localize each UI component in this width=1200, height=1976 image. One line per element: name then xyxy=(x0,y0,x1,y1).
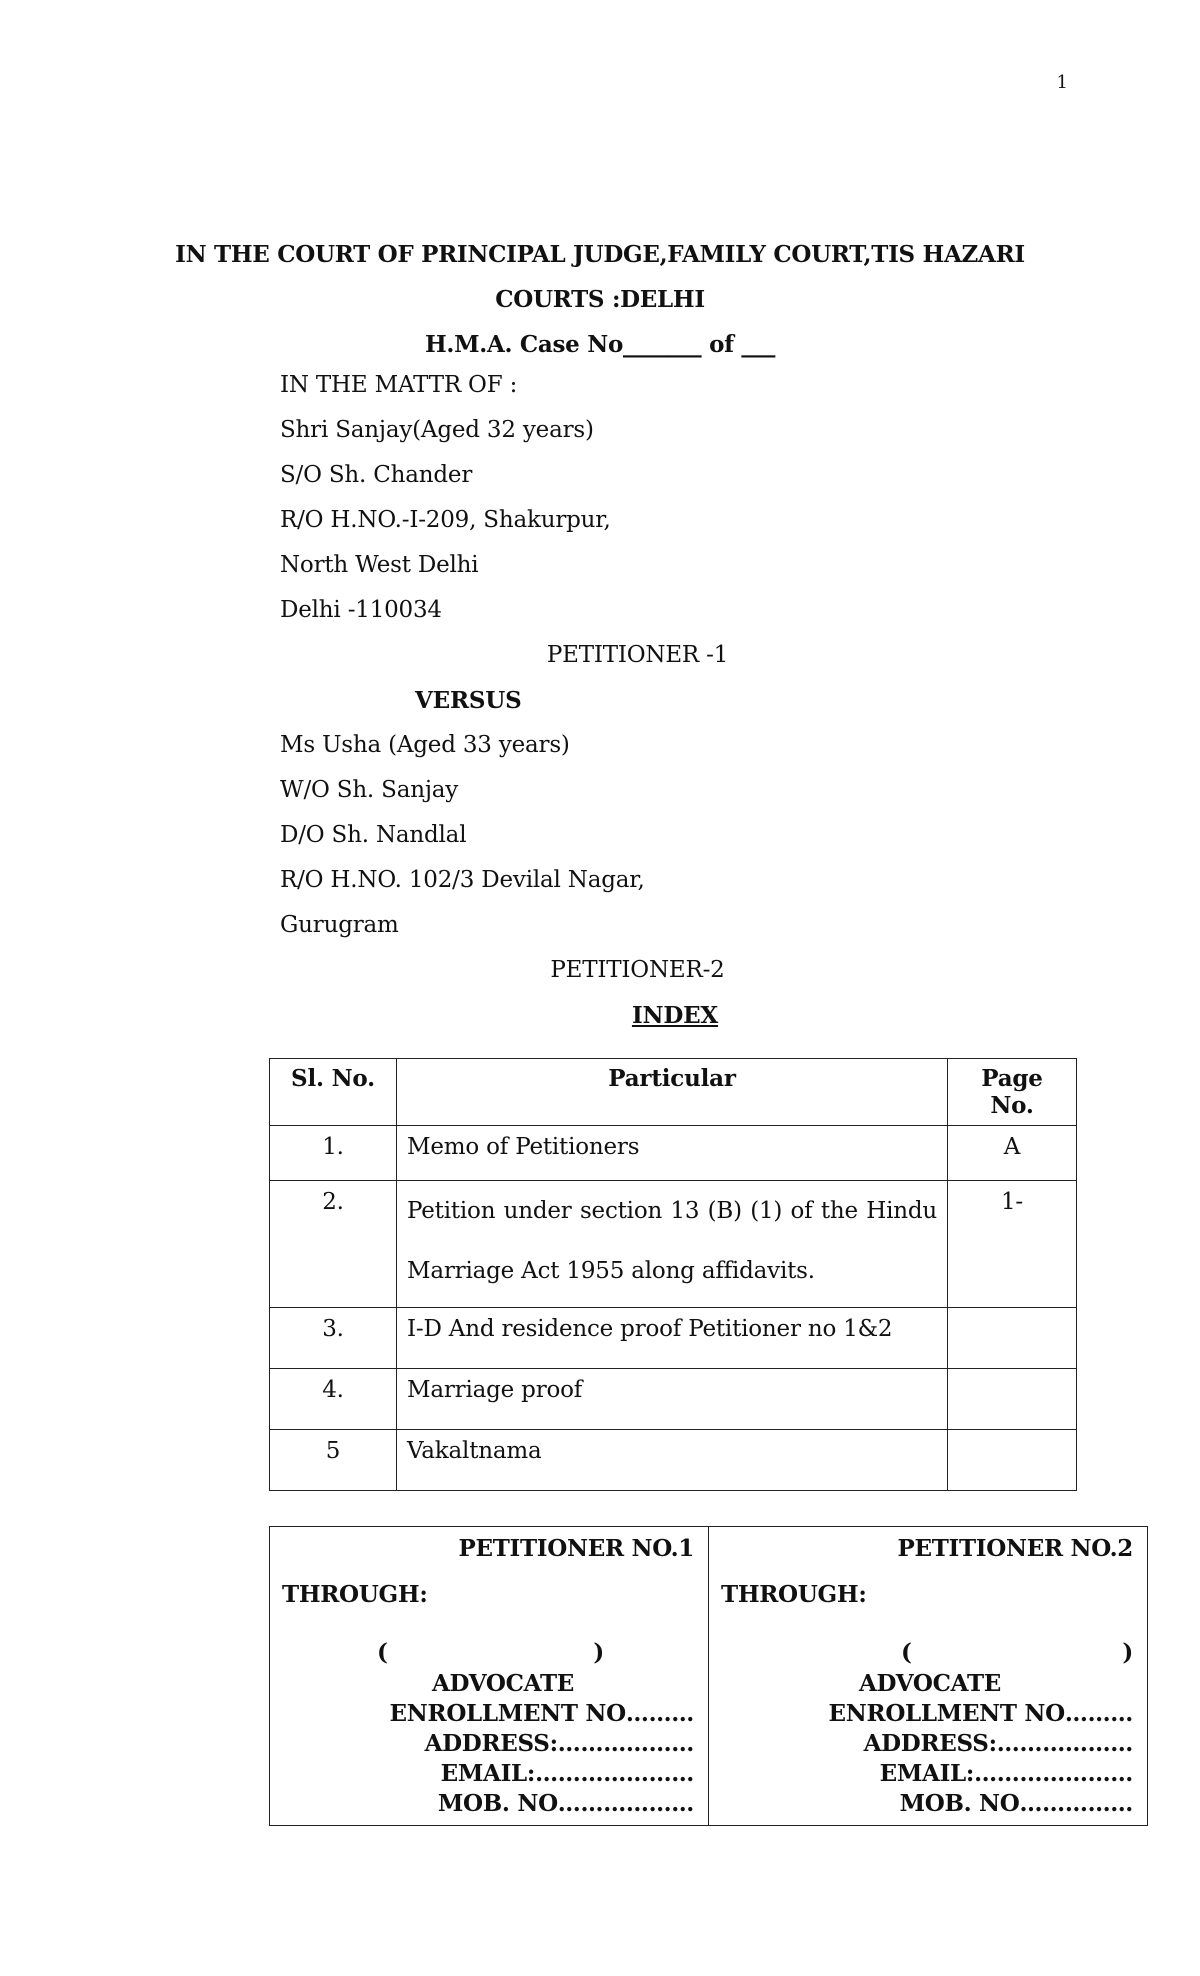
petitioner2-advocate-name-blank xyxy=(721,1639,1133,1669)
signature-row xyxy=(270,1527,1148,1826)
row-page: A xyxy=(948,1126,1077,1181)
row-sl: 2. xyxy=(270,1181,397,1308)
row-particular: I-D And residence proof Petitioner no 1&2 xyxy=(397,1308,948,1369)
petitioner2-mob-line: MOB. NO…………… xyxy=(899,1790,1133,1817)
petitioner1-through: THROUGH: xyxy=(282,1581,428,1608)
row-page xyxy=(948,1308,1077,1369)
row-particular: Petition under section 13 (B) (1) of the Hindu Marriage Act 1955 along affidavits. xyxy=(397,1181,948,1308)
row-sl: 5 xyxy=(270,1430,397,1491)
table-row xyxy=(270,1181,1077,1308)
petitioner2-parent: D/O Sh. Nandlal xyxy=(280,822,467,848)
header-particular: Particular xyxy=(397,1059,948,1126)
index-title: INDEX xyxy=(631,1002,719,1029)
index-header-row xyxy=(270,1059,1077,1126)
petitioner1-email-line: EMAIL:………………… xyxy=(440,1760,694,1787)
petitioner1-name: Shri Sanjay(Aged 32 years) xyxy=(280,417,594,443)
petitioner1-address: R/O H.NO.-I-209, Shakurpur, xyxy=(280,507,611,533)
petitioner1-enrollment: ENROLLMENT NO……… xyxy=(389,1700,694,1727)
petitioner2-address-line: ADDRESS:……………… xyxy=(863,1730,1133,1757)
petitioner1-role: PETITIONER -1 xyxy=(546,642,729,668)
petitioner1-signature-block xyxy=(270,1527,709,1826)
row-particular: Marriage proof xyxy=(397,1369,948,1430)
paren-close: ) xyxy=(1122,1639,1133,1666)
row-particular: Vakaltnama xyxy=(397,1430,948,1491)
table-row xyxy=(270,1430,1077,1491)
petitioner2-label: PETITIONER NO.2 xyxy=(897,1535,1133,1562)
petitioner2-name: Ms Usha (Aged 33 years) xyxy=(280,732,570,758)
row-sl: 4. xyxy=(270,1369,397,1430)
paren-open: ( xyxy=(377,1639,388,1666)
petitioner2-email-line: EMAIL:………………… xyxy=(879,1760,1133,1787)
petitioner2-signature-block xyxy=(709,1527,1148,1826)
petitioner1-district: North West Delhi xyxy=(280,552,479,578)
table-row xyxy=(270,1308,1077,1369)
petitioner1-parent: S/O Sh. Chander xyxy=(280,462,473,488)
paren-open: ( xyxy=(901,1639,912,1666)
petitioner1-address-line: ADDRESS:……………… xyxy=(424,1730,694,1757)
signature-table xyxy=(269,1526,1148,1826)
court-heading xyxy=(0,232,1200,367)
row-sl: 1. xyxy=(270,1126,397,1181)
row-particular: Memo of Petitioners xyxy=(397,1126,948,1181)
petitioner1-city: Delhi -110034 xyxy=(280,597,442,623)
petitioner1-label: PETITIONER NO.1 xyxy=(458,1535,694,1562)
petitioner2-advocate-label: ADVOCATE xyxy=(859,1670,1002,1697)
index-table xyxy=(269,1058,1077,1491)
heading-line-1: IN THE COURT OF PRINCIPAL JUDGE,FAMILY COURT,TIS HAZARI xyxy=(175,241,1025,268)
header-sl-no: Sl. No. xyxy=(270,1059,397,1126)
petitioner1-mob-line: MOB. NO……………… xyxy=(437,1790,694,1817)
row-page: 1- xyxy=(948,1181,1077,1308)
header-page-no: Page No. xyxy=(948,1059,1077,1126)
matter-label: IN THE MATTR OF : xyxy=(280,372,518,398)
versus-label: VERSUS xyxy=(415,687,522,714)
parties-block xyxy=(280,363,1070,1038)
page-number: 1 xyxy=(1056,72,1068,93)
table-row xyxy=(270,1369,1077,1430)
row-page xyxy=(948,1430,1077,1491)
heading-case-number: H.M.A. Case No_______ of ___ xyxy=(424,331,776,358)
petitioner2-through: THROUGH: xyxy=(721,1581,867,1608)
petitioner2-spouse: W/O Sh. Sanjay xyxy=(280,777,459,803)
petitioner2-city: Gurugram xyxy=(280,912,399,938)
paren-close: ) xyxy=(593,1639,604,1666)
petitioner1-advocate-name-blank xyxy=(282,1639,694,1669)
row-page xyxy=(948,1369,1077,1430)
petitioner2-enrollment: ENROLLMENT NO……… xyxy=(828,1700,1133,1727)
petitioner2-role: PETITIONER-2 xyxy=(550,957,725,983)
row-sl: 3. xyxy=(270,1308,397,1369)
table-row xyxy=(270,1126,1077,1181)
petitioner1-advocate-label: ADVOCATE xyxy=(432,1670,575,1697)
petitioner2-address: R/O H.NO. 102/3 Devilal Nagar, xyxy=(280,867,645,893)
heading-line-2: COURTS :DELHI xyxy=(495,286,705,313)
